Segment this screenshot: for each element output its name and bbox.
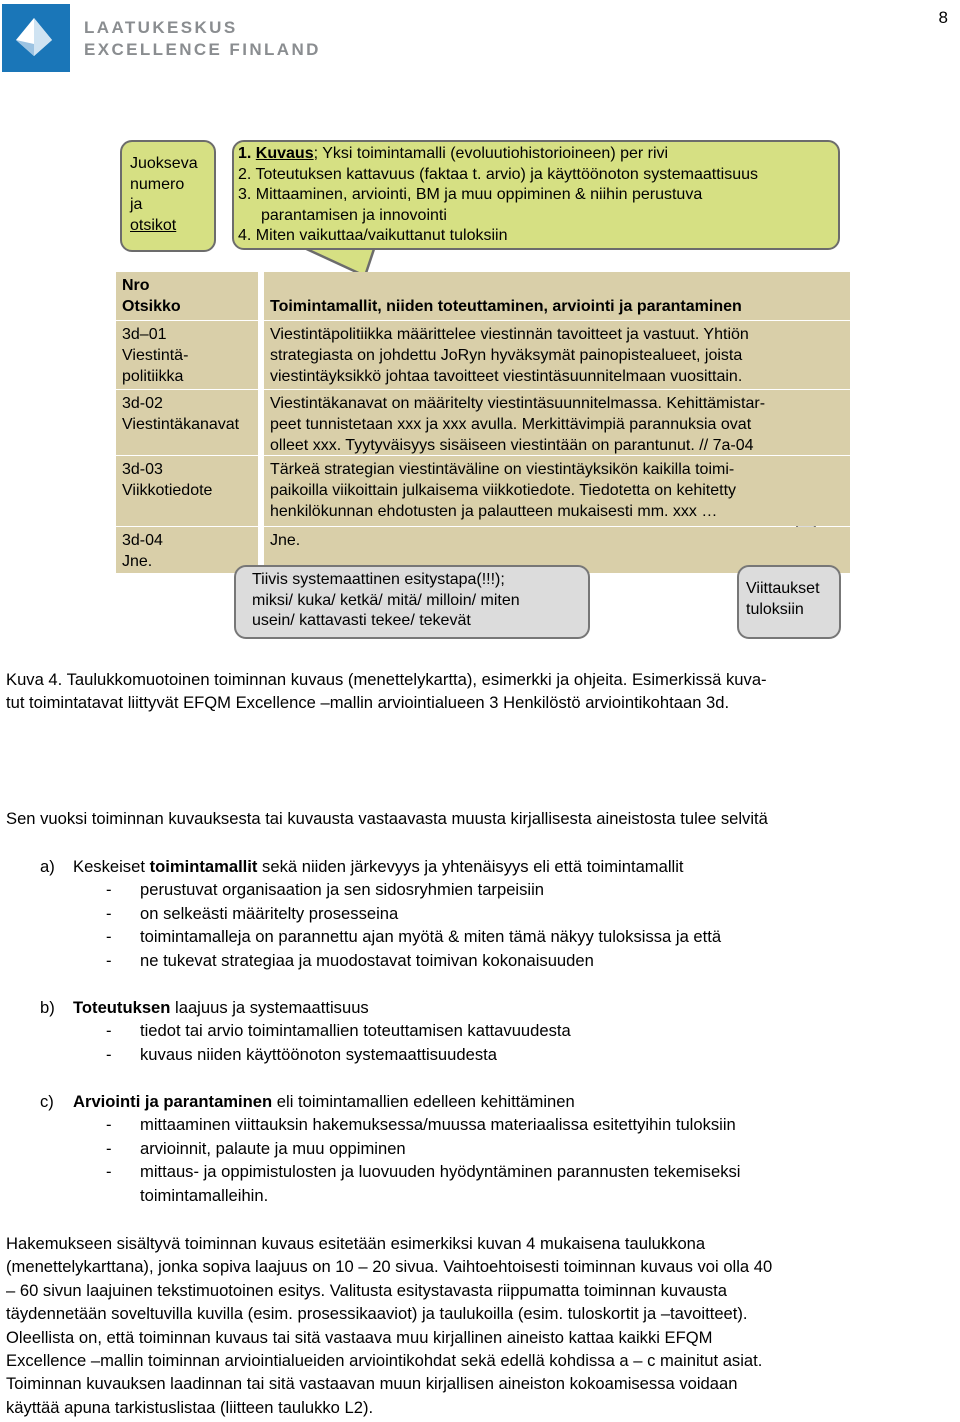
list-label-a: a) [40, 857, 55, 876]
row-desc-line: paikoilla viikoittain julkaisema viikkotiedote. Tiedotetta on kehitetty [270, 482, 737, 499]
paragraph-line: (menettelykarttana), jonka sopiva laajuus on 10 – 20 sivua. Vaihtoehtoisesti toiminnan kuvaus voi olla 40 [6, 1257, 773, 1277]
right-callout [737, 565, 841, 639]
list-b-heading [73, 996, 369, 1019]
list-a [0, 855, 960, 985]
intro-paragraph: Sen vuoksi toiminnan kuvauksesta tai kuvausta vastaavasta muusta kirjallisesta aineistosta tulee selvitä [6, 809, 768, 828]
page-number: 8 [938, 8, 948, 27]
list-label-c: c) [40, 1092, 54, 1111]
dash: - [106, 903, 112, 923]
row-desc-line: viestintäyksikkö johtaa tavoitteet viestintäsuunnitelmaan vuosittain. [270, 368, 743, 385]
table-header-otsikko: Otsikko [122, 298, 181, 315]
list-item: perustuvat organisaation ja sen sidosryhmien tarpeisiin [140, 880, 545, 900]
left-callout-line: numero [130, 175, 185, 193]
paragraph-line: Excellence –mallin toiminnan arviointialueiden arviointikohdat sekä edellä kohdissa a – c mainitut asiat. [6, 1351, 763, 1371]
top-callout [232, 140, 840, 250]
list-a-heading [73, 855, 684, 878]
top-callout-line-4: 4. Miten vaikuttaa/vaikuttanut tuloksiin [238, 227, 508, 244]
caption-line: tut toimintatavat liittyvät EFQM Excellence –mallin arviointialueen 3 Henkilöstö arviointikohtaan 3d. [6, 693, 730, 713]
table-header-right [264, 272, 850, 320]
left-callout-line: ja [130, 196, 143, 213]
dash: - [106, 1021, 112, 1041]
paragraph-line: käyttää apuna tarkistuslistaa (liitteen taulukko L2). [6, 1397, 374, 1417]
dash: - [106, 1162, 112, 1182]
row-desc-line: olleet xxx. Tyytyväisyys sisäiseen viestintään on parantunut. // 7a-04 [270, 437, 754, 454]
table-row [264, 390, 850, 455]
table-header-nro: Nro [122, 277, 150, 294]
row-title: Jne. [122, 553, 153, 570]
left-callout [120, 140, 216, 252]
top-callout-line-2: 2. Toteutuksen kattavuus (faktaa t. arvio) ja käyttöönoton systemaattisuus [238, 165, 758, 183]
logo-text-line1: LAATUKESKUS [84, 18, 238, 37]
table-row [264, 456, 850, 526]
list-item: toimintamalleja on parannettu ajan myötä & miten tämä näkyy tuloksissa ja että [140, 927, 722, 947]
paragraph-line: täydennetään soveltuvilla kuvilla (esim. prosessikaaviot) ja taulukoilla (esim. tuloskortit ja –tavoitteet). [6, 1304, 748, 1324]
list-c [0, 1090, 960, 1210]
list-item: mittaaminen viittauksin hakemuksessa/muussa materiaalissa esitettyihin tuloksiin [140, 1115, 736, 1135]
list-a-bold: toimintamallit [149, 857, 258, 876]
paragraph-line: Hakemukseen sisältyvä toiminnan kuvaus esitetään esimerkiksi kuvan 4 mukaisena taulukkona [6, 1234, 706, 1253]
bottom-callout-line: usein/ kattavasti tekee/ tekevät [252, 612, 471, 629]
figure-caption [6, 668, 956, 715]
top-callout-line-1-rest: ; Yksi toimintamalli (evoluutiohistorioineen) per rivi [313, 145, 669, 162]
row-title: Viikkotiedote [122, 482, 213, 499]
row-desc-line: henkilökunnan ehdotusten ja palautteen mukaisesti mm. xxx … [270, 503, 718, 520]
list-item-continuation: toimintamalleihin. [140, 1185, 269, 1205]
top-callout-num: 1. [238, 145, 256, 162]
list-a-post: sekä niiden järkevyys ja yhtenäisyys eli että toimintamallit [257, 857, 684, 876]
left-callout-line: Juokseva [130, 155, 198, 172]
row-title: politiikka [122, 368, 184, 385]
dash: - [106, 927, 112, 947]
row-desc-line: Jne. [270, 532, 301, 549]
row-desc-line: Tärkeä strategian viestintäväline on viestintäyksikön kaikilla toimi- [270, 461, 735, 478]
top-callout-line-3: 3. Mittaaminen, arviointi, BM ja muu oppiminen & niihin perustuva [238, 186, 703, 203]
table-header-title: Toimintamallit, niiden toteuttaminen, arviointi ja parantaminen [270, 298, 742, 315]
left-callout-line: otsikot [130, 216, 177, 234]
final-paragraph [6, 1232, 956, 1419]
list-a-pre: Keskeiset [73, 857, 150, 876]
row-id: 3d-03 [122, 461, 163, 478]
dash: - [106, 1138, 112, 1158]
list-item: mittaus- ja oppimistulosten ja luovuuden hyödyntäminen parannusten tekemiseksi [140, 1162, 741, 1182]
paragraph-line: Oleellista on, että toiminnan kuvaus tai sitä vastaava muu kirjallinen aineisto kattaa kaikki EFQM [6, 1327, 713, 1347]
row-id: 3d–01 [122, 326, 167, 343]
row-title: Viestintäkanavat [122, 416, 240, 433]
list-item: on selkeästi määritelty prosesseina [140, 903, 399, 923]
logo-text-line2: EXCELLENCE FINLAND [84, 40, 321, 59]
right-callout-line: tuloksiin [746, 600, 804, 618]
table-header-left [116, 272, 258, 320]
list-c-post: eli toimintamallien edelleen kehittäminen [272, 1092, 575, 1111]
dash: - [106, 1115, 112, 1135]
list-b-bold: Toteutuksen [73, 998, 171, 1017]
list-b-post: laajuus ja systemaattisuus [170, 998, 369, 1017]
paragraph-line: Toiminnan kuvauksen laadinnan tai sitä vastaavan muun kirjallisen aineiston kokoamisessa voidaan [6, 1374, 738, 1394]
bottom-callout-line: miksi/ kuka/ ketkä/ mitä/ milloin/ miten [252, 591, 520, 609]
row-desc-line: peet tunnistetaan xxx ja xxx avulla. Merkittävimpiä parannuksia ovat [270, 416, 752, 433]
dash: - [106, 1044, 112, 1064]
top-callout-line-3b: parantamisen ja innovointi [261, 206, 447, 224]
row-id: 3d-02 [122, 395, 163, 412]
table-row [116, 321, 258, 389]
top-callout-kuvaus: Kuvaus [255, 145, 314, 162]
row-id: 3d-04 [122, 532, 163, 549]
bottom-callout [234, 565, 590, 639]
bottom-callout-line: Tiivis systemaattinen esitystapa(!!!); [252, 571, 505, 588]
right-callout-line: Viittaukset [746, 580, 820, 597]
list-item: arvioinnit, palaute ja muu oppiminen [140, 1138, 406, 1158]
table-row [116, 456, 258, 526]
caption-line: Kuva 4. Taulukkomuotoinen toiminnan kuvaus (menettelykartta), esimerkki ja ohjeita. Esimerkissä kuva- [6, 670, 767, 689]
dash: - [106, 950, 112, 970]
list-c-heading [73, 1090, 575, 1113]
row-desc-line: strategiasta on johdettu JoRyn hyväksymät painopistealueet, joista [270, 347, 743, 364]
list-item: ne tukevat strategiaa ja muodostavat toimivan kokonaisuuden [140, 950, 594, 970]
row-title: Viestintä- [122, 347, 189, 364]
table-row [264, 321, 850, 389]
list-b [0, 996, 960, 1076]
row-desc-line: Viestintäkanavat on määritelty viestintäsuunnitelmassa. Kehittämistar- [270, 395, 766, 412]
table-row [116, 390, 258, 455]
list-c-bold: Arviointi ja parantaminen [73, 1092, 273, 1111]
row-desc-line: Viestintäpolitiikka määrittelee viestinnän tavoitteet ja vastuut. Yhtiön [270, 326, 749, 343]
dash: - [106, 880, 112, 900]
paragraph-line: – 60 sivun laajuinen tekstimuotoinen esitys. Valitusta esitystavasta riippumatta toiminnan kuvausta [6, 1280, 727, 1300]
list-item: kuvaus niiden käyttöönoton systemaattisuudesta [140, 1044, 497, 1064]
top-callout-line-1 [238, 144, 838, 165]
list-item: tiedot tai arvio toimintamallien toteuttamisen kattavuudesta [140, 1021, 571, 1041]
list-label-b: b) [40, 998, 55, 1017]
